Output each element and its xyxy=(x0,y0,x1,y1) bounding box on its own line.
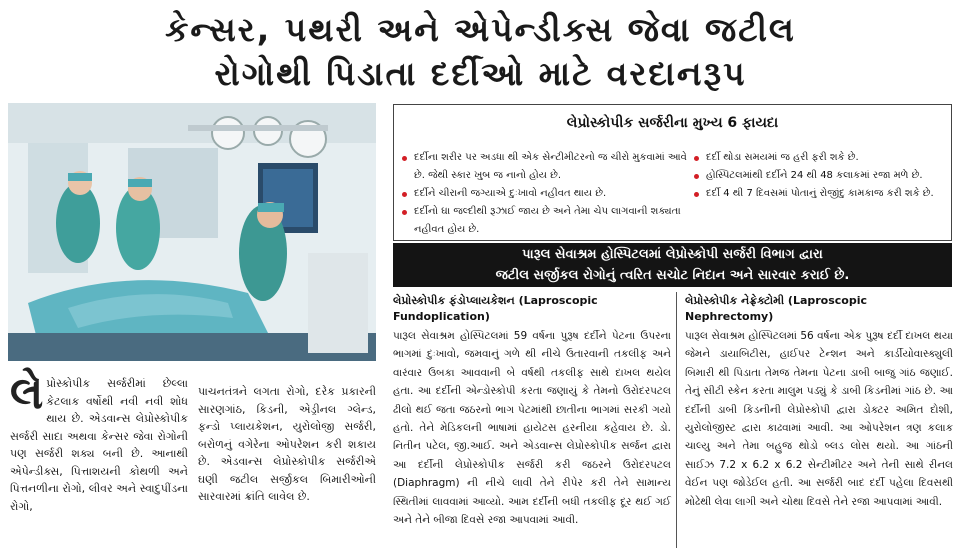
banner-line-1: પારૂલ સેવાશ્રમ હોસ્પિટલમાં લેપ્રોસ્કોપી સર્જરી વિભાગ દ્વારા xyxy=(522,247,823,262)
article-fundoplication-heading: લેપ્રોસ્કોપીક ફંડોપ્લાયકેશન (Laproscopic Fundoplication) xyxy=(393,294,598,323)
column-divider xyxy=(676,292,677,548)
article-fundoplication-body: પારૂલ સેવાશ્રમ હોસ્પિટલમાં 59 વર્ષના પુરૂષ દર્દીને પેટના ઉપરના ભાગમાં દુઃખાવો, જમવાનું ગળે થી નીચે ઉતારવાની તકલીફ અને વારંવાર ઉબકા આવવાની બે વર્ષથી તકલીફ સાથે દાખલ થયેલ હતા. આ દર્દીની એન્ડોસ્કોપી કરતા જણાયું કે તેમનો ઉરોદરપટલ ઢીલો થઈ જતા જઠરનો ભાગ પેટમાંથી છાતીના ભાગમાં સરકી ગયો હતો. તેને મેડિકલની ભાષામાં હાયેટસ હરનીયા કહેવાય છે. ડો. નિતીન પટેલ, જી.આઈ. અને એડવાન્સ લેપ્રોસ્કોપીક સર્જન દ્વારા આ દર્દીની લેપ્રોસ્કોપીક સર્જરી કરી જઠરને ઉરોદરપટલ (Diaphragm) ની નીચે લાવી તેને રીપેર કરી તેને સામાન્ય સ્થિતીમાં લાવવામાં આવ્યો. આમ દર્દીની બધી તકલીફ દૂર થઈ ગઈ અને તેને બીજા દિવસે રજા આપવામાં આવી. xyxy=(393,330,671,527)
benefits-left-column xyxy=(402,149,692,239)
drop-cap: લે xyxy=(10,368,44,419)
benefit-item: દર્દીને ચીરાની જગ્યાએ દુઃખાવો નહીવત થાય છે. xyxy=(402,185,692,203)
benefit-item: દર્દીના શરીર પર અડધા થી એક સેન્ટીમીટરનો જ ચીરો મુકવામાં આવે છે. જેથી સ્કાર ખુબ જ નાનો હોય છે. xyxy=(402,149,692,185)
intro-column-2: પાચનતંત્રને લગતા રોગો, દરેક પ્રકારની સારણગાંઠ, કિડની, એડ્રીનલ ગ્લેન્ડ, ફન્ડો પ્લાયકેશન, યુરોલોજી સર્જરી, બરોળનું વગેરેના ઓપરેશન કરી શકાય છે. એડવાન્સ લેપ્રોસ્કોપીક સર્જરીએ ઘણી જટીલ સર્જીકલ બિમારીઓની સારવારમાં ક્રાંતિ લાવેલ છે. xyxy=(198,385,376,503)
benefits-right-column xyxy=(694,149,944,203)
article-nephrectomy-body: પારૂલ સેવાશ્રમ હોસ્પિટલમાં 56 વર્ષના એક પુરૂષ દર્દી દાખલ થયા જેમને ડાયાબિટીસ, હાઈપર ટેન્શન અને કાર્ડીયોવાસ્ક્યુલી બિમારી થી પિડાતા તેમજ તેમના પેટના ડાબી બાજુ ગાંઠ જણાઈ. તેનું સીટી સ્કેન કરતા માલુમ પડ્યું કે ડાબી કિડનીમાં ગાંઠ છે. આ દર્દીની ડાબી કિડનીની લેપ્રોસ્કોપી દ્વારા ડોક્ટર અમિત દોશી, યુરોલોજીસ્ટ દ્વારા કાઢવામાં આવી. આ ઓપરેશન ત્રણ કલાક ચાલ્યુ અને તેમા બહુજ થોડો બ્લડ લોસ થયો. આ ગાંઠની સાઈઝ 7.2 x 6.2 x 6.2 સેન્ટીમીટર અને તેની સાથે રીનલ વેઈન પણ જોડેઈલ હતી. આ સર્જરી બાદ દર્દી પહેલા દિવસથી મોઢેથી લેવા લાગી અને ચોથા દિવસે તેને રજા આપવામાં આવી. xyxy=(685,330,953,508)
headline-line-2: રોગોથી પિડાતા દર્દીઓ માટે વરદાનરૂપ xyxy=(214,54,747,93)
intro-column-1 xyxy=(10,368,188,515)
hospital-banner xyxy=(393,243,952,287)
operating-room-illustration xyxy=(8,103,376,361)
benefits-title: લેપ્રોસ્કોપીક સર્જરીના મુખ્ય 6 ફાયદા xyxy=(566,115,779,131)
benefit-item: દર્દી 4 થી 7 દિવસમાં પોતાનું રોજીંદુ કામકાજ કરી શકે છે. xyxy=(694,185,944,203)
article-nephrectomy-heading: લેપ્રોસ્કોપીક નેફ્રેક્ટોમી (Laproscopic Nephrectomy) xyxy=(685,294,868,323)
headline-line-1: કેન્સર, પથરી અને એપેન્ડીક્સ જેવા જટીલ xyxy=(165,10,796,49)
benefit-item: હોસ્પિટલમાંથી દર્દીને 24 થી 48 કલાકમાં રજા મળે છે. xyxy=(694,167,944,185)
headline xyxy=(0,0,961,100)
benefit-item: દર્દીનો ઘા જલ્દીથી રૂઝાઈ જાય છે અને તેમા ચેપ લાગવાની શક્યતા નહીવત હોય છે. xyxy=(402,203,692,239)
benefit-item: દર્દી થોડા સમયમાં જ હરી ફરી શકે છે. xyxy=(694,149,944,167)
benefits-box xyxy=(393,104,952,241)
intro-text-1: પ્રોસ્કોપીક સર્જરીમાં છેલ્લા કેટલાક વર્ષોથી નવી નવી શોધ થાય છે. એડવાન્સ લેપ્રોસ્કોપીક સર્જરી સાદા અથવા કેન્સર જેવા રોગોની પણ સર્જરી શક્ય બની છે. આનાથી એપેન્ડીક્સ, પિત્તાશયની કોથળી અને પિત્તનળીના રોગો, લીવર અને સ્વાદુપીંડના રોગો, xyxy=(10,377,188,513)
surgery-photo xyxy=(8,103,376,361)
banner-line-2: જટીલ સર્જીકલ રોગોનું ત્વરિત સચોટ નિદાન અને સારવાર કરાઈ છે. xyxy=(495,268,850,283)
